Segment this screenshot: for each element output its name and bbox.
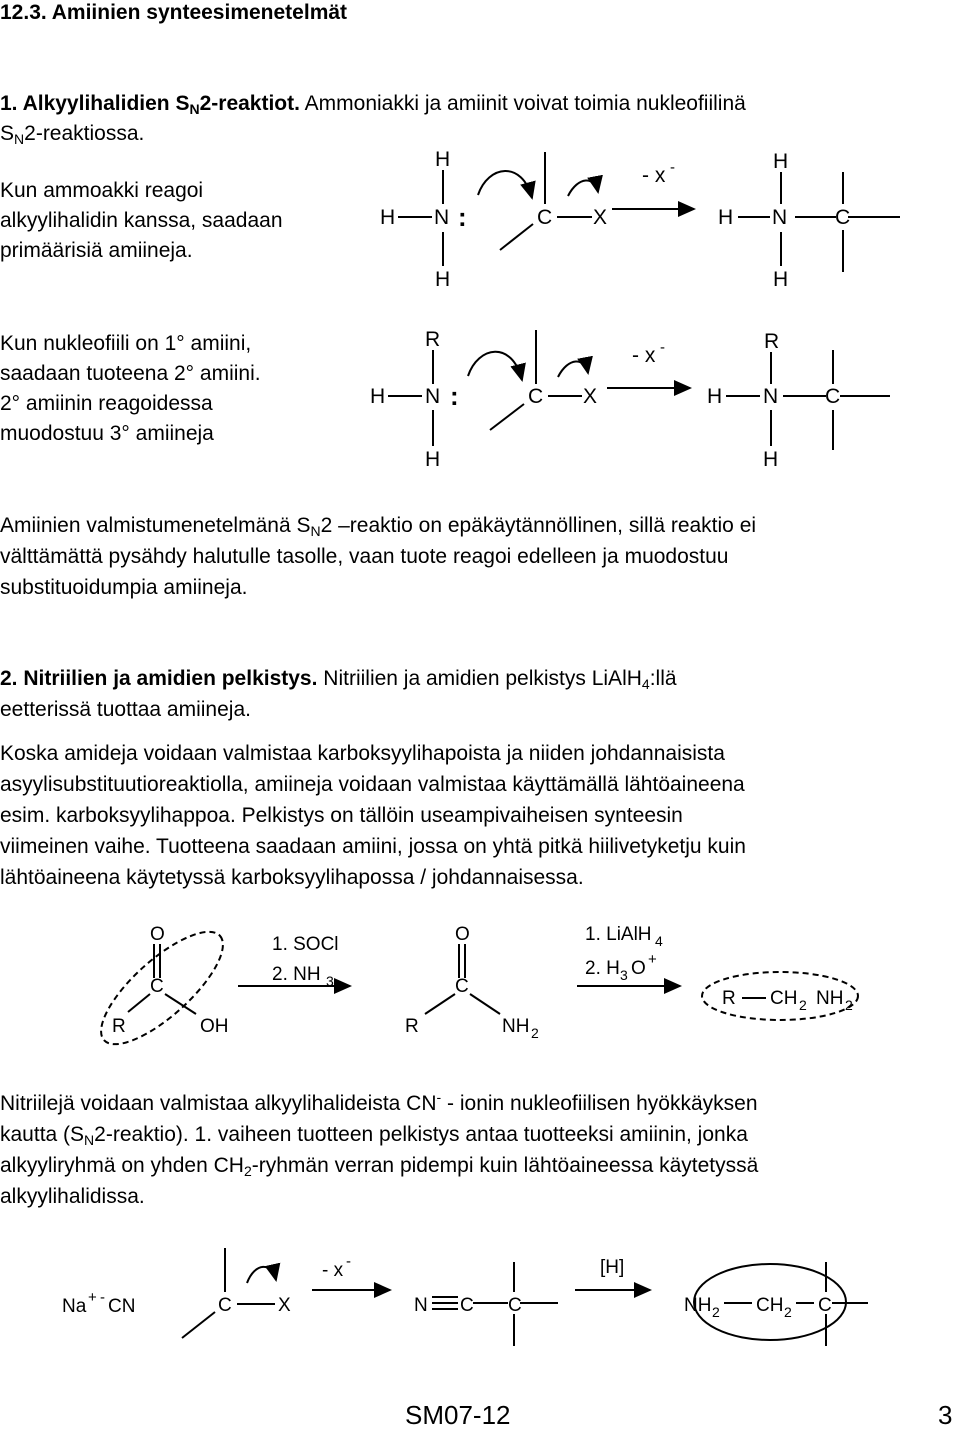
amine-text-3: 2° amiinin reagoidessa (0, 392, 213, 415)
s3-step2b-plus: + (648, 951, 657, 968)
s3p-ch: CH (770, 988, 798, 1009)
nitrile-l3-b: -ryhmän verran pidempi kuin lähtöaineessa käytetyssä (251, 1154, 759, 1177)
s2-lone-pair: : (450, 381, 459, 411)
section2-intro-sub: 4 (641, 676, 650, 692)
s1p-c: C (835, 206, 851, 229)
s3p-nh-sub: 2 (845, 997, 853, 1013)
s4-na-plus: + (88, 1289, 97, 1306)
s3-oh: OH (200, 1016, 229, 1037)
s4-nh-sub: 2 (712, 1304, 720, 1320)
sn-sub: N (14, 131, 25, 147)
s2-h-bottom: H (425, 448, 441, 471)
s4-leaving-minus: - (346, 1253, 351, 1270)
scheme2-labels (370, 328, 840, 471)
s3-step2b-o: O (631, 958, 646, 979)
s3-o: O (150, 924, 165, 945)
nitrile-l3-a: alkyyliryhmä on yhden CH (0, 1154, 244, 1177)
s1-c: C (537, 206, 553, 229)
s2-leaving: - x (632, 344, 656, 367)
nitrile-l1-a: Nitriilejä voidaan valmistaa alkyylihalideista CN (0, 1092, 437, 1115)
s3-step1b-sub: 3 (326, 973, 334, 989)
s3-step2a: 1. LiAlH (585, 924, 652, 945)
footer-code: SM07-12 (405, 1400, 511, 1430)
s2p-h-left: H (707, 385, 723, 408)
s3p-r: R (722, 988, 736, 1009)
sn-s: S (0, 122, 15, 145)
amine-text-2: saadaan tuoteena 2° amiini. (0, 362, 261, 385)
para2-line2: asyylisubstituutioreaktiolla, amiineja voidaan valmistaa käyttämällä lähtöaineena (0, 773, 745, 796)
s4-na: Na (62, 1296, 87, 1317)
nitrile-l3-sub: 2 (243, 1163, 252, 1179)
s2p-h-bottom: H (763, 448, 779, 471)
s1-lone-pair: : (458, 202, 467, 232)
section1-title-text: 1. Alkyylihalidien S (0, 92, 190, 115)
section2-intro: Nitriilien ja amidien pelkistys LiAlH (317, 667, 642, 690)
para1-line3: substituoidumpia amiineja. (0, 576, 248, 599)
s1-leaving-minus: - (670, 159, 675, 176)
nitrile-l1-sup: - (436, 1089, 442, 1105)
para2-line3: esim. karboksyylihappoa. Pelkistys on tällöin useampivaiheisen synteesin (0, 804, 683, 827)
s2-h-left: H (370, 385, 386, 408)
s1p-h-left: H (718, 206, 734, 229)
nitrile-l1-b: - ionin nukleofiilisen hyökkäyksen (441, 1092, 758, 1115)
s4-c: C (218, 1295, 232, 1316)
para1-sub: N (310, 523, 321, 539)
sn-rest: 2-reaktiossa. (24, 122, 145, 145)
s3-step2a-sub: 4 (655, 933, 663, 949)
s1-h-bottom: H (435, 268, 451, 291)
section2-intro-line2: eetterissä tuottaa amiineja. (0, 698, 251, 721)
s1p-h-top: H (773, 150, 789, 173)
para1-a: Amiinien valmistumenetelmänä S (0, 514, 311, 537)
para2-line1: Koska amideja voidaan valmistaa karboksyylihapoista ja niiden johdannaisista (0, 742, 725, 765)
s3p-nh: NH (816, 988, 844, 1009)
s4-x: X (278, 1295, 291, 1316)
s4-reagent: [H] (600, 1257, 625, 1278)
s4-leaving: - x (322, 1260, 344, 1281)
amine-text-1: Kun nukleofiili on 1° amiini, (0, 332, 252, 355)
s2p-r: R (764, 330, 780, 353)
s3a-c: C (455, 976, 469, 997)
para1-b: 2 –reaktio on epäkäytännöllinen, sillä reaktio ei (320, 514, 757, 537)
s3a-nh: NH (502, 1016, 530, 1037)
nitrile-l2-b: 2-reaktio). 1. vaiheen tuotteen pelkistys antaa tuotteeksi amiinin, jonka (94, 1123, 748, 1146)
scheme1-labels (380, 148, 850, 291)
s4-cn: CN (108, 1296, 136, 1317)
s1-x: X (593, 206, 608, 229)
s1-h-left: H (380, 206, 396, 229)
para2-line4: viimeinen vaihe. Tuotteena saadaan amiini, jossa on yhtä pitkä hiilivetyketju kuin (0, 835, 746, 858)
s3a-nh-sub: 2 (531, 1025, 539, 1041)
s2-leaving-minus: - (660, 339, 665, 356)
s3-step2b: 2. H (585, 958, 620, 979)
s4-nh: NH (684, 1295, 712, 1316)
section1-intro: Ammoniakki ja amiinit voivat toimia nukleofiilinä (299, 92, 746, 115)
s4-ch: CH (756, 1295, 784, 1316)
s1-n: N (434, 206, 450, 229)
s2p-c: C (825, 385, 841, 408)
s4-c2: C (460, 1295, 474, 1316)
section2-title: 2. Nitriilien ja amidien pelkistys. (0, 667, 318, 690)
s3-step1a: 1. SOCl (272, 934, 339, 955)
page-number: 3 (938, 1400, 953, 1430)
s2-n: N (425, 385, 441, 408)
s4-c4: C (818, 1295, 832, 1316)
s3-r: R (112, 1016, 126, 1037)
s3a-o: O (455, 924, 470, 945)
s1p-n: N (772, 206, 788, 229)
s4-cn-minus: - (100, 1289, 105, 1306)
s1-h-top: H (435, 148, 451, 171)
ammonia-text-1: Kun ammoakki reagoi (0, 179, 204, 202)
nitrile-line4: alkyylihalidissa. (0, 1185, 145, 1208)
s2-r: R (425, 328, 441, 351)
s1p-h-bottom: H (773, 268, 789, 291)
section1-title-tail: 2-reaktiot. (199, 92, 300, 115)
s3p-ch-sub: 2 (799, 997, 807, 1013)
s4-n: N (414, 1295, 428, 1316)
section1-title-sub: N (189, 101, 200, 117)
s4-c3: C (508, 1295, 522, 1316)
section2-intro-tail: :llä (649, 667, 677, 690)
s4-ch-sub: 2 (784, 1304, 792, 1320)
s3a-r: R (405, 1016, 419, 1037)
s2-x: X (583, 385, 598, 408)
s3-step2b-sub: 3 (620, 967, 628, 983)
amine-text-4: muodostuu 3° amiineja (0, 422, 214, 445)
s3-c: C (150, 976, 164, 997)
nitrile-l2-sub: N (84, 1132, 95, 1148)
page-heading: 12.3. Amiinien synteesimenetelmät (0, 1, 348, 24)
scheme3-amide-reduction (85, 915, 858, 1061)
ammonia-text-2: alkyylihalidin kanssa, saadaan (0, 209, 283, 232)
para2-line5: lähtöaineena käytetyssä karboksyylihapossa / johdannaisessa. (0, 866, 584, 889)
s3-step1b: 2. NH (272, 964, 321, 985)
ammonia-text-3: primäärisiä amiineja. (0, 239, 193, 262)
s2-c: C (528, 385, 544, 408)
s1-leaving: - x (642, 164, 666, 187)
nitrile-l2-a: kautta (S (0, 1123, 85, 1146)
para1-line2: välttämättä pysähdy halutulle tasolle, vaan tuote reagoi edelleen ja muodostuu (0, 545, 729, 568)
s2p-n: N (763, 385, 779, 408)
scheme3-labels (112, 924, 853, 1041)
